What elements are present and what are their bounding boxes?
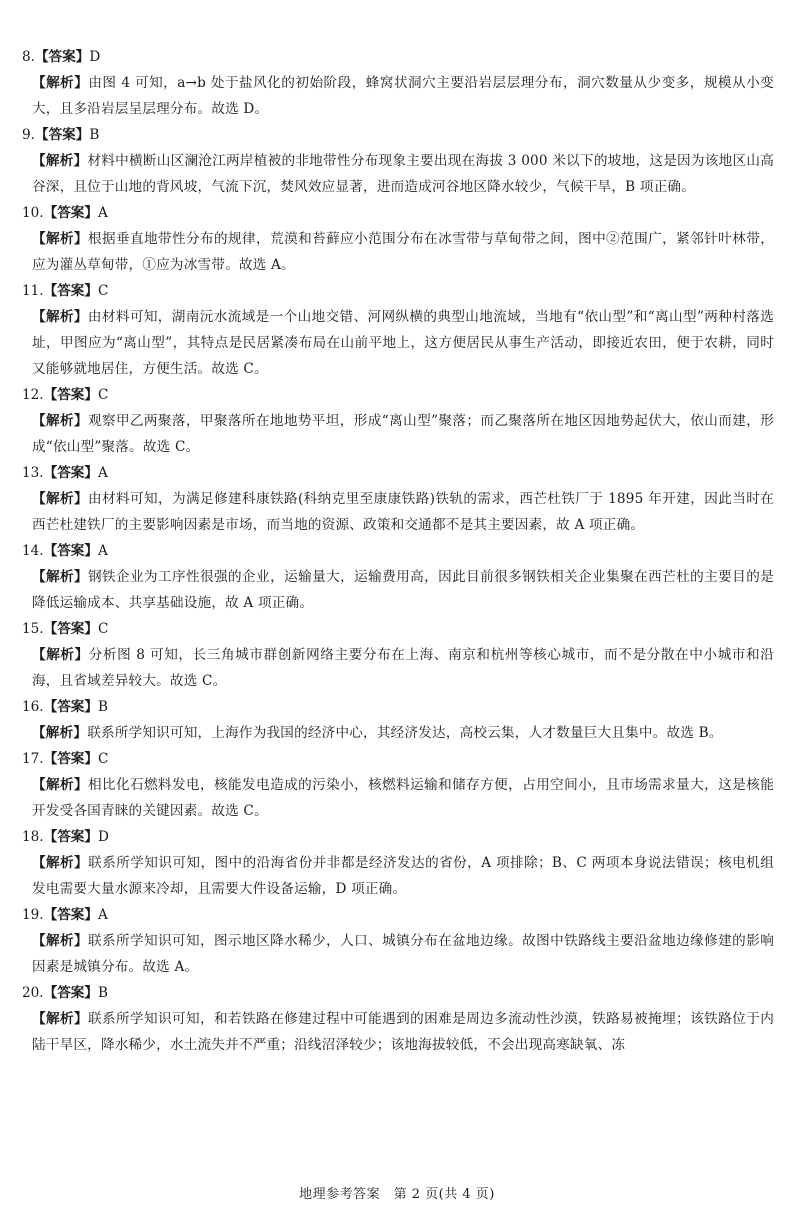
analysis-text: 联系所学知识可知，图示地区降水稀少，人口、城镇分布在盆地边缘。故图中铁路线主要沿盆地边缘修建的影响因素是城镇分布。故选 A。 xyxy=(32,933,774,975)
analysis-paragraph xyxy=(22,304,774,382)
answer-line xyxy=(22,278,774,304)
answer-line xyxy=(22,616,774,642)
answer-item xyxy=(22,980,774,1058)
question-number: 19. xyxy=(22,907,44,923)
analysis-label: 【解析】 xyxy=(32,933,89,949)
answer-line xyxy=(22,460,774,486)
answer-item xyxy=(22,278,774,382)
analysis-paragraph xyxy=(22,486,774,538)
answer-line xyxy=(22,200,774,226)
analysis-text: 材料中横断山区澜沧江两岸植被的非地带性分布现象主要出现在海拔 3 000 米以下的坡地，这是因为该地区山高谷深，且位于山地的背风坡，气流下沉，焚风效应显著，进而造成河谷地区降水较少，气候干旱，B 项正确。 xyxy=(32,153,774,195)
answer-label: 【答案】 xyxy=(43,387,98,403)
page-footer: 地理参考答案 第 2 页(共 4 页) xyxy=(299,1187,495,1202)
answer-label: 【答案】 xyxy=(43,205,98,221)
analysis-paragraph xyxy=(22,226,774,278)
question-number: 13. xyxy=(22,465,44,481)
answer-value: D xyxy=(98,829,109,845)
answer-value: C xyxy=(98,283,109,299)
analysis-label: 【解析】 xyxy=(32,725,88,741)
analysis-paragraph xyxy=(22,642,774,694)
analysis-paragraph xyxy=(22,928,774,980)
question-number: 8. xyxy=(22,49,35,65)
answer-label: 【答案】 xyxy=(43,465,98,481)
answer-value: B xyxy=(89,127,100,143)
answer-line xyxy=(22,980,774,1006)
analysis-label: 【解析】 xyxy=(32,647,89,663)
analysis-text: 观察甲乙两聚落，甲聚落所在地地势平坦，形成“离山型”聚落；而乙聚落所在地区因地势起伏大，依山而建，形成“依山型”聚落。故选 C。 xyxy=(32,413,774,455)
question-number: 11. xyxy=(22,283,44,299)
analysis-label: 【解析】 xyxy=(32,309,88,325)
question-number: 9. xyxy=(22,127,35,143)
answer-item xyxy=(22,382,774,460)
analysis-label: 【解析】 xyxy=(32,231,89,247)
analysis-text: 根据垂直地带性分布的规律，荒漠和苔藓应小范围分布在冰雪带与草甸带之间，图中②范围广，紧邻针叶林带，应为灌丛草甸带，①应为冰雪带。故选 A。 xyxy=(32,231,774,273)
analysis-paragraph xyxy=(22,564,774,616)
answer-line xyxy=(22,538,774,564)
analysis-text: 钢铁企业为工序性很强的企业，运输量大，运输费用高，因此目前很多钢铁相关企业集聚在西芒杜的主要目的是降低运输成本、共享基础设施，故 A 项正确。 xyxy=(32,569,774,611)
answer-item xyxy=(22,824,774,902)
question-number: 20. xyxy=(22,985,44,1001)
answer-line xyxy=(22,122,774,148)
analysis-text: 联系所学知识可知，上海作为我国的经济中心，其经济发达，高校云集，人才数量巨大且集中。故选 B。 xyxy=(87,725,723,741)
answer-label: 【答案】 xyxy=(43,699,98,715)
analysis-label: 【解析】 xyxy=(32,75,89,91)
answer-item xyxy=(22,122,774,200)
answer-item xyxy=(22,200,774,278)
analysis-text: 相比化石燃料发电，核能发电造成的污染小，核燃料运输和储存方便，占用空间小，且市场需求量大，这是核能开发受各国青睐的关键因素。故选 C。 xyxy=(32,777,774,819)
answer-value: A xyxy=(98,205,108,221)
question-number: 18. xyxy=(22,829,44,845)
answer-item xyxy=(22,746,774,824)
analysis-label: 【解析】 xyxy=(32,153,88,169)
analysis-paragraph xyxy=(22,1006,774,1058)
question-number: 14. xyxy=(22,543,44,559)
analysis-paragraph xyxy=(22,720,774,746)
analysis-label: 【解析】 xyxy=(32,855,89,871)
answer-label: 【答案】 xyxy=(43,829,98,845)
answer-line xyxy=(22,824,774,850)
answer-label: 【答案】 xyxy=(43,751,98,767)
analysis-paragraph xyxy=(22,70,774,122)
answer-line xyxy=(22,382,774,408)
analysis-label: 【解析】 xyxy=(32,413,88,429)
question-number: 15. xyxy=(22,621,44,637)
answer-line xyxy=(22,902,774,928)
answer-label: 【答案】 xyxy=(43,985,98,1001)
answer-label: 【答案】 xyxy=(43,543,98,559)
answer-item xyxy=(22,460,774,538)
analysis-paragraph xyxy=(22,408,774,460)
answer-label: 【答案】 xyxy=(34,49,90,65)
analysis-text: 由图 4 可知，a→b 处于盐风化的初始阶段，蜂窝状洞穴主要沿岩层层理分布，洞穴数量从少变多，规模从小变大，且多沿岩层呈层理分布。故选 D。 xyxy=(32,75,774,117)
answer-item xyxy=(22,538,774,616)
analysis-text: 联系所学知识可知，图中的沿海省份并非都是经济发达的省份，A 项排除；B、C 两项本身说法错误；核电机组发电需要大量水源来冷却，且需要大件设备运输，D 项正确。 xyxy=(32,855,774,897)
answer-item xyxy=(22,694,774,746)
answer-value: C xyxy=(98,751,109,767)
answer-line xyxy=(22,746,774,772)
answer-value: B xyxy=(98,699,108,715)
answer-value: A xyxy=(98,907,108,923)
analysis-paragraph xyxy=(22,850,774,902)
analysis-text: 由材料可知，湖南沅水流域是一个山地交错、河网纵横的典型山地流域，当地有“依山型”和“离山型”两种村落选址，甲图应为“离山型”，其特点是民居紧凑布局在山前平地上，这方便居民从事生产活动，即接近农田，便于农耕，同时又能够就地居住，方便生活。故选 C。 xyxy=(32,309,774,377)
question-number: 16. xyxy=(22,699,44,715)
analysis-text: 分析图 8 可知，长三角城市群创新网络主要分布在上海、南京和杭州等核心城市，而不是分散在中小城市和沿海，且省域差异较大。故选 C。 xyxy=(32,647,774,689)
answer-label: 【答案】 xyxy=(43,621,98,637)
analysis-text: 由材料可知，为满足修建科康铁路(科纳克里至康康铁路)铁轨的需求，西芒杜铁厂于 1895 年开建，因此当时在西芒杜建铁厂的主要影响因素是市场，而当地的资源、政策和交通都不是其主要因素，故 A 项正确。 xyxy=(32,491,774,533)
answer-item xyxy=(22,44,774,122)
answer-value: D xyxy=(89,49,101,65)
analysis-label: 【解析】 xyxy=(32,569,89,585)
analysis-label: 【解析】 xyxy=(32,1011,89,1027)
answer-line xyxy=(22,694,774,720)
answer-value: B xyxy=(98,985,108,1001)
question-number: 17. xyxy=(22,751,44,767)
question-number: 10. xyxy=(22,205,44,221)
answer-line xyxy=(22,44,774,70)
answer-value: C xyxy=(98,387,109,403)
answer-label: 【答案】 xyxy=(34,127,90,143)
answer-label: 【答案】 xyxy=(43,907,98,923)
answer-value: C xyxy=(98,621,109,637)
answer-item xyxy=(22,902,774,980)
analysis-label: 【解析】 xyxy=(32,491,88,507)
answer-value: A xyxy=(98,543,108,559)
question-number: 12. xyxy=(22,387,44,403)
answer-list xyxy=(22,44,774,1058)
analysis-paragraph xyxy=(22,148,774,200)
analysis-label: 【解析】 xyxy=(32,777,89,793)
answer-item xyxy=(22,616,774,694)
analysis-text: 联系所学知识可知，和若铁路在修建过程中可能遇到的困难是周边多流动性沙漠，铁路易被掩埋；该铁路位于内陆干旱区，降水稀少，水土流失并不严重；沿线沼泽较少；该地海拔较低，不会出现高寒缺氧、冻 xyxy=(32,1011,774,1053)
answer-value: A xyxy=(98,465,108,481)
analysis-paragraph xyxy=(22,772,774,824)
answer-label: 【答案】 xyxy=(43,283,98,299)
